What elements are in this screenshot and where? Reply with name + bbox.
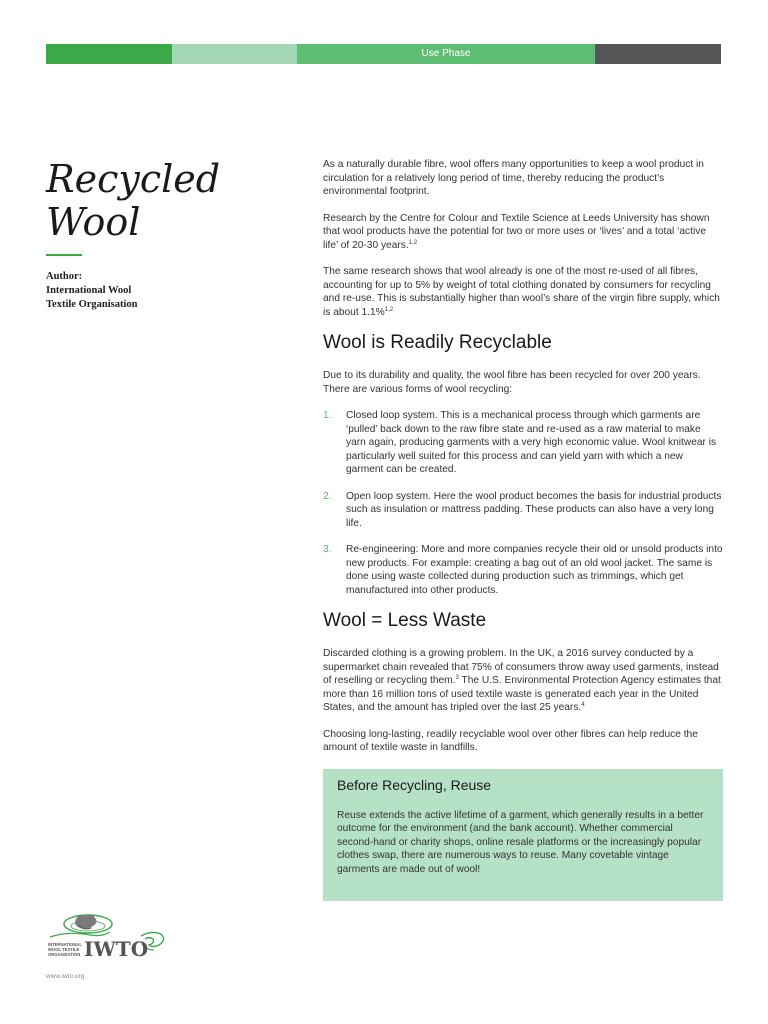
intro-paragraph-3 (323, 265, 723, 319)
logo-org-line1: INTERNATIONAL (48, 942, 82, 947)
logo-org-line3: ORGANISATION (48, 952, 81, 957)
footnote-ref: 3 (455, 675, 459, 681)
author-block (46, 270, 286, 312)
list-item (323, 409, 723, 477)
list-number: 1. (323, 410, 332, 421)
page-title-line1: Recycled (46, 157, 221, 201)
intro-paragraph-2 (323, 212, 723, 253)
footnote-ref: 1,2 (408, 239, 418, 246)
reuse-callout-box (323, 769, 723, 902)
sidebar (46, 158, 286, 312)
intro-paragraph-3-text: The same research shows that wool already is one of the most re-used of all fibres, accounting for up to 5% by weight of total clothing donated by consumers for recycling and re-use. This is substantially higher than wool’s share of the virgin fibre supply, which is about 1.1% (323, 266, 720, 318)
less-waste-paragraph-2: Choosing long-lasting, readily recyclable wool over other fibres can help reduce the amount of textile waste in landfills. (323, 728, 698, 753)
page-title-line2: Wool (46, 200, 141, 244)
iwto-logo-icon (46, 912, 168, 964)
phase-label: Use Phase (297, 44, 595, 64)
author-label: Author: (46, 271, 83, 282)
footer-url[interactable]: www.iwto.org (46, 973, 85, 980)
page-title (46, 158, 286, 244)
logo-org-line2: WOOL TEXTILE (48, 947, 80, 952)
phase-segment-1 (46, 44, 172, 64)
list-number: 3. (323, 544, 332, 555)
list-item (323, 490, 723, 531)
main-content (323, 158, 723, 901)
intro-paragraph-2-text: Research by the Centre for Colour and Textile Science at Leeds University has shown that wool products have the potential for two or more uses or ‘lives’ and a total ‘active life’ of 20-30 years. (323, 212, 710, 251)
less-waste-text-b: The U.S. Environmental Protection Agency estimates that more than 16 million tons of used textile waste is generated each year in the United States, and the amount has tripled over the last 25 years. (323, 675, 721, 713)
recycling-list (323, 409, 723, 597)
section-recyclable-intro: Due to its durability and quality, the wool fibre has been recycled for over 200 years. There are various forms of wool recycling: (323, 370, 701, 395)
callout-title: Before Recycling, Reuse (337, 776, 492, 793)
list-item (323, 543, 723, 597)
list-number: 2. (323, 490, 332, 502)
phase-segment-4 (595, 44, 721, 64)
logo-abbreviation: IWTO (84, 937, 149, 961)
intro-paragraph-1: As a naturally durable fibre, wool offers many opportunities to keep a wool product in circulation for a relatively long period of time, thereby reducing the product’s environmental footprint. (323, 159, 704, 197)
footnote-ref: 1,2 (384, 306, 394, 313)
author-name-line2: Textile Organisation (46, 299, 138, 310)
list-item-text: Open loop system. Here the wool product becomes the basis for industrial products such as insulation or mattress padding. These products can also have a very long life. (346, 490, 722, 529)
section-heading-less-waste: Wool = Less Waste (323, 610, 487, 631)
less-waste-paragraph-1 (323, 647, 723, 715)
list-item-text: Closed loop system. This is a mechanical process through which garments are ‘pulled’ back down to the raw fibre state and re-used as a raw material to make yarn again, producing garments with a very high economic value. Wool knitwear is particularly well suited for this process and can yield yarn with which a new garment can be created. (346, 410, 717, 475)
footnote-ref: 4 (581, 702, 585, 708)
title-rule (46, 254, 82, 256)
author-name-line1: International Wool (46, 285, 132, 296)
list-item-text: Re-engineering: More and more companies recycle their old or unsold products into new products. For example: creating a bag out of an old wool jacket. The same is done using waste collected during production such as trimmings, which get manufactured into other products. (346, 544, 723, 596)
callout-text: Reuse extends the active lifetime of a garment, which generally results in a better outcome for the environment (and the bank account). Whether commercial second-hand or charity shops, online resale platforms or the increasingly popular clothes swap, there are numerous ways to reuse. Many covetable vintage garments are made out of wool! (337, 809, 704, 875)
phase-bar (46, 44, 721, 64)
less-waste-text-a: Discarded clothing is a growing problem. In the UK, a 2016 survey conducted by a supermarket chain revealed that 75% of consumers throw away used garments, instead of reselling or recycling them. (323, 648, 719, 686)
phase-segment-2 (172, 44, 297, 64)
section-heading-recyclable: Wool is Readily Recyclable (323, 332, 552, 353)
